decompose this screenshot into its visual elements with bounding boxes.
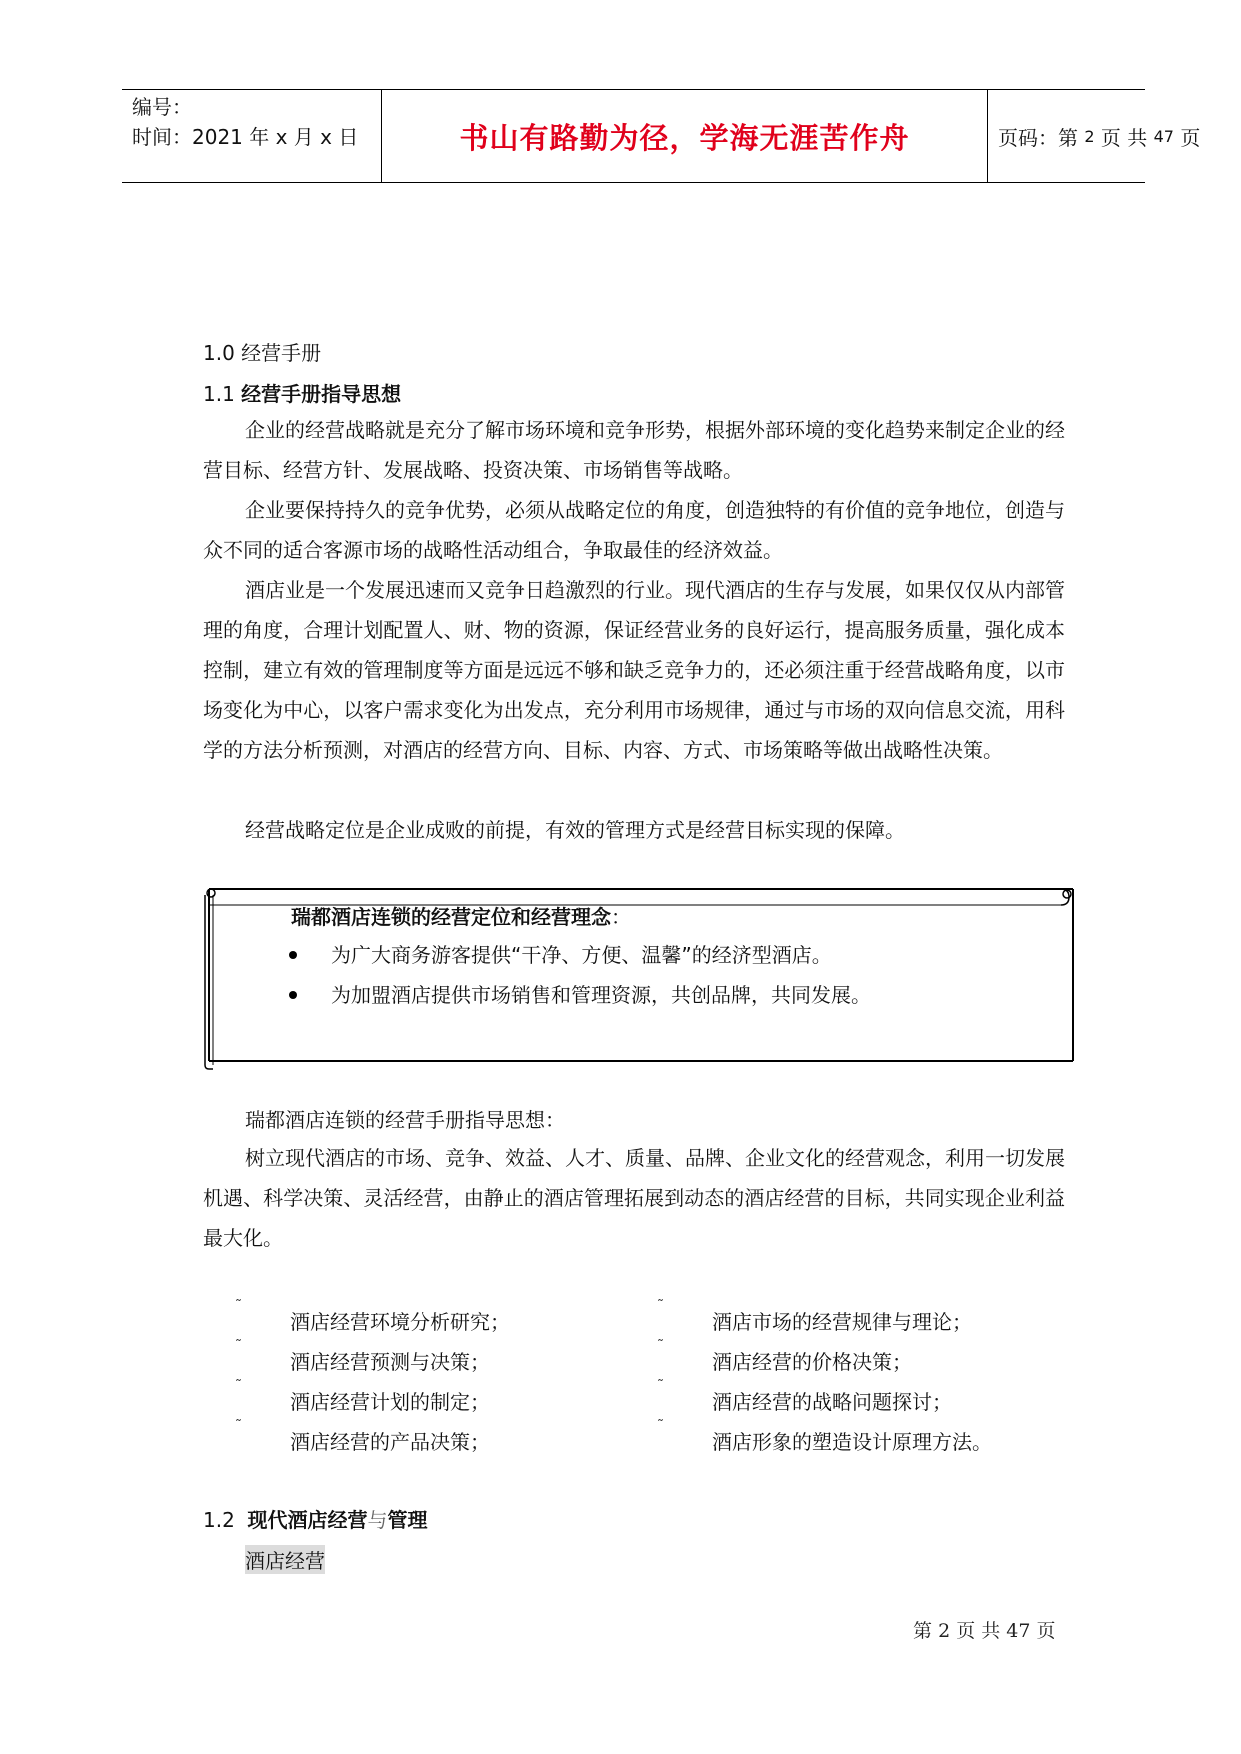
bullet-icon xyxy=(289,951,297,959)
guide-title: 瑞都酒店连锁的经营手册指导思想： xyxy=(245,1108,565,1132)
tilde-bullet-icon: ˜ xyxy=(657,1378,664,1394)
tilde-bullet-icon: ˜ xyxy=(657,1298,664,1314)
section-heading-1-0: 1.0 经营手册 xyxy=(203,341,322,365)
header-divider xyxy=(987,90,988,182)
list-item: 酒店经营预测与决策； xyxy=(290,1350,490,1374)
section-heading-1-2: 1.2 现代酒店经营与管理 xyxy=(203,1508,428,1532)
tilde-bullet-icon: ˜ xyxy=(657,1338,664,1354)
tilde-bullet-icon: ˜ xyxy=(235,1418,242,1434)
list-item: 酒店经营的产品决策； xyxy=(290,1430,490,1454)
list-item: 酒店经营的价格决策； xyxy=(712,1350,912,1374)
document-number-label: 编号： xyxy=(132,95,192,119)
header-motto: 书山有路勤为径，学海无涯苦作舟 xyxy=(459,120,910,155)
tilde-bullet-icon: ˜ xyxy=(657,1418,664,1434)
document-header xyxy=(122,89,1201,183)
scroll-list-item: 为加盟酒店提供市场销售和管理资源，共创品牌，共同发展。 xyxy=(331,983,871,1007)
tilde-bullet-icon: ˜ xyxy=(235,1338,242,1354)
paragraph-strategy: 企业的经营战略就是充分了解市场环境和竞争形势，根据外部环境的变化趋势来制定企业的经营目标、经营方针、发展战略、投资决策、市场销售等战略。 xyxy=(203,418,1065,482)
subsection-title: 酒店经营 xyxy=(245,1545,325,1574)
page-footer: 第 2 页 共 47 页 xyxy=(913,1620,1056,1642)
scroll-list-item: 为广大商务游客提供“干净、方便、温馨”的经济型酒店。 xyxy=(331,943,832,967)
positioning-scroll-box xyxy=(203,885,1078,1070)
paragraph-positioning: 经营战略定位是企业成败的前提，有效的管理方式是经营目标实现的保障。 xyxy=(245,818,905,842)
list-item: 酒店形象的塑造设计原理方法。 xyxy=(712,1430,992,1454)
tilde-bullet-icon: ˜ xyxy=(235,1298,242,1314)
header-meta xyxy=(132,92,382,152)
document-time: 时间：2021 年 x 月 x 日 xyxy=(132,125,359,149)
section-heading-1-1: 1.1 经营手册指导思想 xyxy=(203,382,402,406)
paragraph-hotel-industry: 酒店业是一个发展迅速而又竞争日趋激烈的行业。现代酒店的生存与发展，如果仅仅从内部管理的角度，合理计划配置人、财、物的资源，保证经营业务的良好运行，提高服务质量，强化成本控制，建立有效的管理制度等方面是远远不够和缺乏竞争力的，还必须注重于经营战略角度，以市场变化为中心，以客户需求变化为出发点，充分利用市场规律，通过与市场的双向信息交流，用科学的方法分析预测，对酒店的经营方向、目标、内容、方式、市场策略等做出战略性决策。 xyxy=(203,578,1065,762)
list-item: 酒店市场的经营规律与理论； xyxy=(712,1310,972,1334)
paragraph-advantage: 企业要保持持久的竞争优势，必须从战略定位的角度，创造独特的有价值的竞争地位，创造与众不同的适合客源市场的战略性活动组合，争取最佳的经济效益。 xyxy=(203,498,1065,562)
paragraph-guide: 树立现代酒店的市场、竞争、效益、人才、质量、品牌、企业文化的经营观念，利用一切发展机遇、科学决策、灵活经营，由静止的酒店管理拓展到动态的酒店经营的目标，共同实现企业利益最大化。 xyxy=(203,1146,1065,1250)
tilde-bullet-icon: ˜ xyxy=(235,1378,242,1394)
list-item: 酒店经营计划的制定； xyxy=(290,1390,490,1414)
list-item: 酒店经营的战略问题探讨； xyxy=(712,1390,952,1414)
header-page-number: 页码：第 2 页 共 47 页 xyxy=(998,125,1201,150)
scroll-title: 瑞都酒店连锁的经营定位和经营理念： xyxy=(291,905,631,929)
list-item: 酒店经营环境分析研究； xyxy=(290,1310,510,1334)
bullet-icon xyxy=(289,991,297,999)
